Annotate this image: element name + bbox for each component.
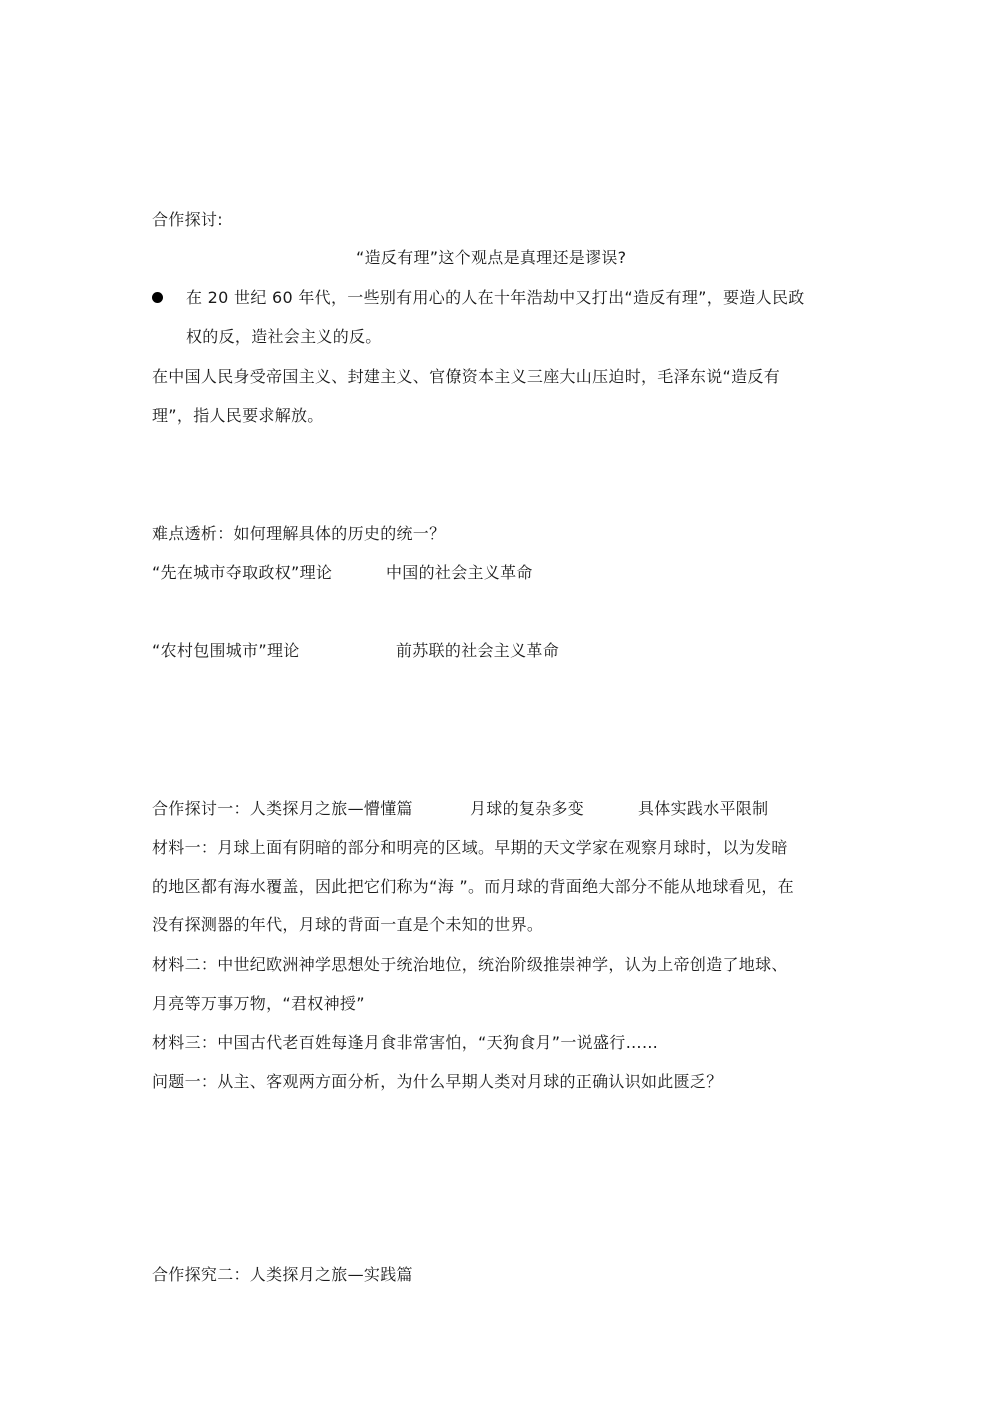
bullet-icon xyxy=(152,292,163,303)
bullet-text-line-2: 权的反，造社会主义的反。 xyxy=(186,327,382,346)
difficulty-analysis-heading: 难点透析：如何理解具体的历史的统一？ xyxy=(152,524,446,543)
exploration-one-note-right: 具体实践水平限制 xyxy=(638,799,769,818)
theory-row-1-left: “先在城市夺取政权”理论 xyxy=(152,563,333,582)
question-1: 问题一：从主、客观两方面分析，为什么早期人类对月球的正确认识如此匮乏？ xyxy=(152,1072,723,1091)
exploration-one-heading: 合作探讨一：人类探月之旅—懵懂篇 xyxy=(152,799,413,818)
material-1-line-2: 的地区都有海水覆盖，因此把它们称为“海 ”。而月球的背面绝大部分不能从地球看见，在 xyxy=(152,877,794,896)
exploration-one-note-mid: 月球的复杂多变 xyxy=(470,799,585,818)
material-2-line-2: 月亮等万事万物，“君权神授” xyxy=(152,994,365,1013)
material-2-line-1: 材料二：中世纪欧洲神学思想处于统治地位，统治阶级推崇神学，认为上帝创造了地球、 xyxy=(152,955,788,974)
material-1-line-1: 材料一：月球上面有阴暗的部分和明亮的区域。早期的天文学家在观察月球时，以为发暗 xyxy=(152,838,788,857)
material-3: 材料三：中国古代老百姓每逢月食非常害怕，“天狗食月”一说盛行…… xyxy=(152,1033,659,1052)
theory-row-2-left: “农村包围城市”理论 xyxy=(152,641,300,660)
discussion-question: “造反有理”这个观点是真理还是谬误? xyxy=(356,248,627,267)
section-heading-cooperative-discussion: 合作探讨: xyxy=(152,210,223,229)
material-1-line-3: 没有探测器的年代，月球的背面一直是个未知的世界。 xyxy=(152,915,544,934)
theory-row-2-right: 前苏联的社会主义革命 xyxy=(396,641,560,660)
paragraph-line-1: 在中国人民身受帝国主义、封建主义、官僚资本主义三座大山压迫时，毛泽东说“造反有 xyxy=(152,367,780,386)
exploration-two-heading: 合作探究二：人类探月之旅—实践篇 xyxy=(152,1265,413,1284)
paragraph-line-2: 理”，指人民要求解放。 xyxy=(152,406,324,425)
bullet-text-line-1: 在 20 世纪 60 年代，一些别有用心的人在十年浩劫中又打出“造反有理”，要造人民政 xyxy=(186,288,805,307)
theory-row-1-right: 中国的社会主义革命 xyxy=(386,563,533,582)
